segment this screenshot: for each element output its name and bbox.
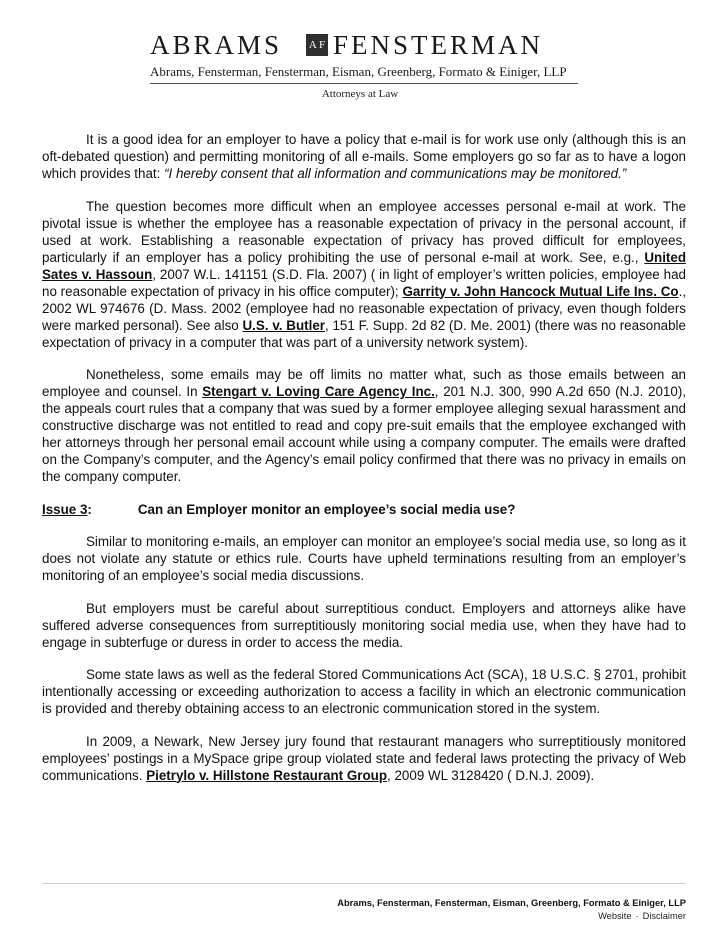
paragraph-personal-email: The question becomes more difficult when an employee accesses personal e-mail at work. The pivotal issue is whether the employee has a reasonable expectation of privacy in the personal account, if used at work. Establishing a reasonable expectation of privacy has proved difficult for employees, particularly if an employer has a policy prohibiting the use of personal e-mail at work. See, e.g., United Sates v. Hassoun, 2007 W.L. 141151 (S.D. Fla. 2007) ( in light of employer’s written policies, employee had no reasonable expectation of privacy in his office computer); Garrity v. John Hancock Mutual Life Ins. Co., 2002 WL 974676 (D. Mass. 2002 (employee had no reasonable expectation of privacy, even though folders were marked personal). See also U.S. v. Butler, 151 F. Supp. 2d 82 (D. Me. 2001) (there was no reasonable expectation of privacy in a computer that was part of a university network system). <box>42 198 687 350</box>
issue-heading: Issue 3: Can an Employer monitor an employee’s social media use? <box>42 501 516 517</box>
firm-subtitle: Attorneys at Law <box>321 88 399 100</box>
consent-quote: “I hereby consent that all information and communications may be monitored.” <box>164 166 627 181</box>
footer-links <box>598 911 686 921</box>
case-link-stengart[interactable]: Stengart v. Loving Care Agency Inc. <box>202 384 435 399</box>
af-monogram-icon: A F <box>306 34 328 56</box>
disclaimer-link[interactable]: Disclaimer <box>642 911 686 921</box>
paragraph-email-policy: It is a good idea for an employer to have a policy that e-mail is for work use only (although this is an oft-debated question) and permitting monitoring of all e-mails. Some employers go so far as to have a logon which provides that: “I hereby consent that all information and communications may be monitored.” <box>42 132 686 181</box>
paragraph-newark-jury: In 2009, a Newark, New Jersey jury found that restaurant managers who surreptitiously monitored employees’ postings in a MySpace gripe group violated state and federal laws protecting the privacy of Web communications. Pietrylo v. Hillstone Restaurant Group, 2009 WL 3128420 ( D.N.J. 2009). <box>42 733 686 783</box>
footer-separator: · <box>635 911 639 921</box>
footer-divider <box>42 883 686 884</box>
case-link-garrity[interactable]: Garrity v. John Hancock Mutual Life Ins. Co <box>402 283 679 299</box>
case-link-pietrylo[interactable]: Pietrylo v. Hillstone Restaurant Group <box>146 767 388 783</box>
paragraph-counsel-emails: Nonetheless, some emails may be off limits no matter what, such as those emails between an employee and counsel. In Stengart v. Loving Care Agency Inc., 201 N.J. 300, 990 A.2d 650 (N.J. 2010), the appeals court rules that a company that was sued by a former employee alleging sexual harassment and constructive discharge was not entitled to read and copy pre-suit emails that the employee exchanged with her attorneys through her personal email account while using a company computer. The emails were drafted on the Company’s computer, and the Agency’s email policy confirmed that there was no privacy in emails on the company computer. <box>42 367 687 484</box>
website-link[interactable]: Website <box>598 911 632 921</box>
paragraph-sca: Some state laws as well as the federal Stored Communications Act (SCA), 18 U.S.C. § 2701, prohibit intentionally accessing or exceeding authorization to access a facility in which an electronic communication is provided and thereby obtaining access to an electronic communication stored in the system. <box>42 667 686 716</box>
issue-label: Issue 3 <box>42 501 88 517</box>
case-link-butler[interactable]: U.S. v. Butler <box>242 317 325 333</box>
document-body <box>42 131 686 799</box>
footer-firm-name: Abrams, Fensterman, Fensterman, Eisman, Greenberg, Formato & Einiger, LLP <box>337 898 686 908</box>
firm-name-right: FENSTERMAN <box>333 30 544 60</box>
firm-logo <box>150 28 580 62</box>
firm-name-left: ABRAMS <box>150 30 283 60</box>
letterhead <box>140 24 580 106</box>
paragraph-social-media: Similar to monitoring e-mails, an employer can monitor an employee’s social media use, so long as it does not violate any statute or ethics rule. Courts have upheld terminations resulting from an employer’s monitoring of an employee’s social media discussions. <box>42 534 686 583</box>
paragraph-surreptitious: But employers must be careful about surreptitious conduct. Employers and attorneys alike have suffered adverse consequences from surreptitiously monitoring social media use, when they have had to engage in subterfuge or duress in order to access the media. <box>42 600 686 650</box>
case-link-hassoun[interactable]: United Sates v. Hassoun <box>42 249 686 282</box>
firm-full-name: Abrams, Fensterman, Fensterman, Eisman, Greenberg, Formato & Einiger, LLP <box>150 64 567 79</box>
letterhead-divider <box>150 83 578 84</box>
issue-title: Can an Employer monitor an employee’s social media use? <box>137 501 516 517</box>
